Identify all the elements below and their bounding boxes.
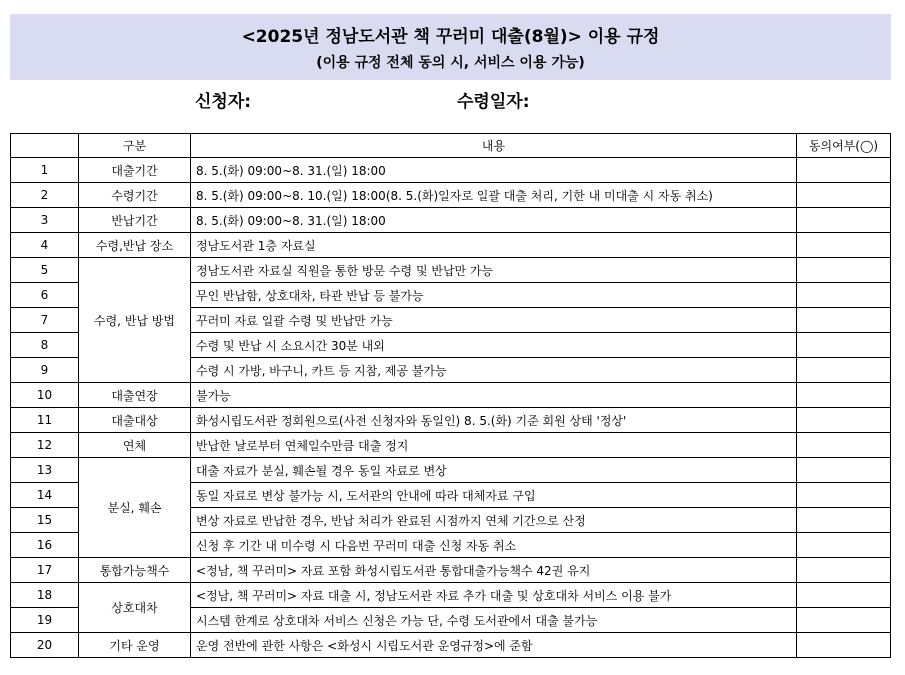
table-row xyxy=(11,583,891,608)
row-number: 7 xyxy=(11,308,79,333)
row-content: 변상 자료로 반납한 경우, 반납 처리가 완료된 시점까지 연체 기간으로 산정 xyxy=(191,508,797,533)
row-content: 무인 반납함, 상호대차, 타관 반납 등 불가능 xyxy=(191,283,797,308)
row-category: 대출기간 xyxy=(79,158,191,183)
consent-cell[interactable] xyxy=(797,333,891,358)
header-consent: 동의여부(◯) xyxy=(797,134,891,158)
table-row xyxy=(11,633,891,658)
consent-cell[interactable] xyxy=(797,433,891,458)
row-content: 신청 후 기간 내 미수령 시 다음번 꾸러미 대출 신청 자동 취소 xyxy=(191,533,797,558)
row-content: 대출 자료가 분실, 훼손될 경우 동일 자료로 변상 xyxy=(191,458,797,483)
row-content: 시스템 한계로 상호대차 서비스 신청은 가능 단, 수령 도서관에서 대출 불가능 xyxy=(191,608,797,633)
consent-cell[interactable] xyxy=(797,358,891,383)
consent-cell[interactable] xyxy=(797,458,891,483)
row-number: 6 xyxy=(11,283,79,308)
row-number: 19 xyxy=(11,608,79,633)
row-number: 3 xyxy=(11,208,79,233)
row-content: 8. 5.(화) 09:00~8. 31.(일) 18:00 xyxy=(191,208,797,233)
rules-table xyxy=(10,133,891,658)
consent-cell[interactable] xyxy=(797,208,891,233)
row-number: 10 xyxy=(11,383,79,408)
row-number: 4 xyxy=(11,233,79,258)
row-number: 20 xyxy=(11,633,79,658)
table-row xyxy=(11,408,891,433)
row-content: 수령 시 가방, 바구니, 카트 등 지참, 제공 불가능 xyxy=(191,358,797,383)
row-category: 분실, 훼손 xyxy=(79,458,191,558)
consent-cell[interactable] xyxy=(797,158,891,183)
table-row xyxy=(11,383,891,408)
header-num xyxy=(11,134,79,158)
consent-cell[interactable] xyxy=(797,508,891,533)
row-category: 통합가능책수 xyxy=(79,558,191,583)
consent-cell[interactable] xyxy=(797,233,891,258)
row-number: 12 xyxy=(11,433,79,458)
row-content: 화성시립도서관 정회원으로(사전 신청자와 동일인) 8. 5.(화) 기준 회원 상태 '정상' xyxy=(191,408,797,433)
consent-cell[interactable] xyxy=(797,633,891,658)
row-number: 11 xyxy=(11,408,79,433)
consent-cell[interactable] xyxy=(797,558,891,583)
row-content: 꾸러미 자료 일괄 수령 및 반납만 가능 xyxy=(191,308,797,333)
table-row xyxy=(11,433,891,458)
table-row xyxy=(11,233,891,258)
consent-cell[interactable] xyxy=(797,408,891,433)
row-content: 반납한 날로부터 연체일수만큼 대출 정지 xyxy=(191,433,797,458)
table-row xyxy=(11,558,891,583)
consent-cell[interactable] xyxy=(797,283,891,308)
page-subtitle: (이용 규정 전체 동의 시, 서비스 이용 가능) xyxy=(316,55,585,71)
table-row xyxy=(11,183,891,208)
row-content: 정남도서관 1층 자료실 xyxy=(191,233,797,258)
row-content: 8. 5.(화) 09:00~8. 10.(일) 18:00(8. 5.(화)일자로 일괄 대출 처리, 기한 내 미대출 시 자동 취소) xyxy=(191,183,797,208)
row-category: 대출연장 xyxy=(79,383,191,408)
row-number: 2 xyxy=(11,183,79,208)
row-category: 반납기간 xyxy=(79,208,191,233)
table-row xyxy=(11,458,891,483)
row-category: 연체 xyxy=(79,433,191,458)
page-title: <2025년 정남도서관 책 꾸러미 대출(8월)> 이용 규정 xyxy=(241,27,660,47)
row-number: 8 xyxy=(11,333,79,358)
consent-cell[interactable] xyxy=(797,533,891,558)
header-category: 구분 xyxy=(79,134,191,158)
row-number: 9 xyxy=(11,358,79,383)
consent-cell[interactable] xyxy=(797,608,891,633)
consent-cell[interactable] xyxy=(797,383,891,408)
row-content: 불가능 xyxy=(191,383,797,408)
row-number: 15 xyxy=(11,508,79,533)
header-content: 내용 xyxy=(191,134,797,158)
row-number: 1 xyxy=(11,158,79,183)
table-row xyxy=(11,208,891,233)
applicant-label: 신청자: xyxy=(195,92,252,112)
table-header-row xyxy=(11,134,891,158)
row-number: 5 xyxy=(11,258,79,283)
row-category: 대출대상 xyxy=(79,408,191,433)
row-content: 8. 5.(화) 09:00~8. 31.(일) 18:00 xyxy=(191,158,797,183)
row-number: 14 xyxy=(11,483,79,508)
receipt-date-label: 수령일자: xyxy=(457,92,530,112)
row-category: 기타 운영 xyxy=(79,633,191,658)
row-number: 13 xyxy=(11,458,79,483)
table-row xyxy=(11,258,891,283)
row-category: 상호대차 xyxy=(79,583,191,633)
consent-cell[interactable] xyxy=(797,183,891,208)
consent-cell[interactable] xyxy=(797,258,891,283)
consent-cell[interactable] xyxy=(797,483,891,508)
title-banner xyxy=(10,14,891,80)
row-content: 정남도서관 자료실 직원을 통한 방문 수령 및 반납만 가능 xyxy=(191,258,797,283)
row-content: 동일 자료로 변상 불가능 시, 도서관의 안내에 따라 대체자료 구입 xyxy=(191,483,797,508)
row-content: <정남, 책 꾸러미> 자료 대출 시, 정남도서관 자료 추가 대출 및 상호대차 서비스 이용 불가 xyxy=(191,583,797,608)
row-number: 18 xyxy=(11,583,79,608)
consent-cell[interactable] xyxy=(797,583,891,608)
table-row xyxy=(11,158,891,183)
row-content: 운영 전반에 관한 사항은 <화성시 시립도서관 운영규정>에 준함 xyxy=(191,633,797,658)
row-category: 수령,반납 장소 xyxy=(79,233,191,258)
row-category: 수령, 반납 방법 xyxy=(79,258,191,383)
row-number: 17 xyxy=(11,558,79,583)
row-number: 16 xyxy=(11,533,79,558)
row-content: <정남, 책 꾸러미> 자료 포함 화성시립도서관 통합대출가능책수 42권 유지 xyxy=(191,558,797,583)
row-category: 수령기간 xyxy=(79,183,191,208)
row-content: 수령 및 반납 시 소요시간 30분 내외 xyxy=(191,333,797,358)
consent-cell[interactable] xyxy=(797,308,891,333)
